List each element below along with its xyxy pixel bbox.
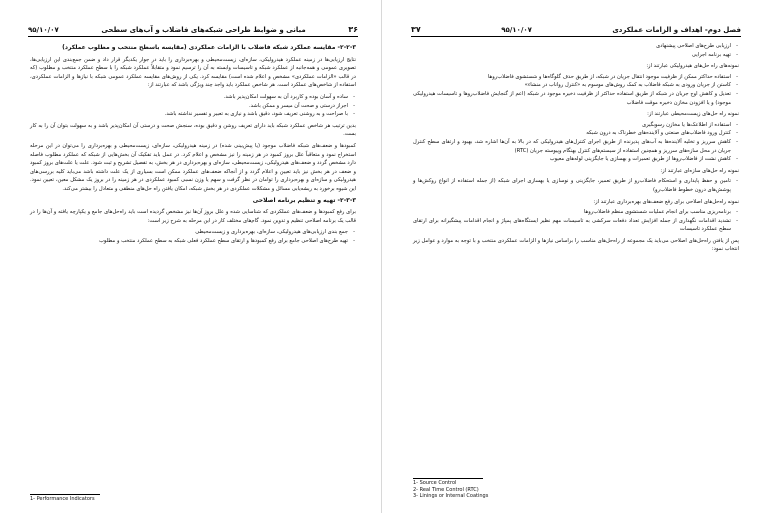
header-title: فصل دوم- اهداف و الزامات عملکردی (612, 26, 741, 34)
footnote: 3- Linings or Internal Coatings (413, 493, 489, 499)
footnote: 1- Source Control (413, 480, 457, 486)
header-date: ۹۵/۱۰/۰۷ (501, 26, 532, 34)
footnote: 1- Performance Indicators (30, 496, 95, 502)
paragraph: پس از یافتن راه‌حل‌های اصلاحی می‌باید یک مجموعه از راه‌حل‌های مناسب را براساس نیازها و الزامات عملکردی منتخب و با توجه به موارد و عوامل زیر انتخاب نمود: (413, 237, 739, 253)
section-title: ۲-۳-۳- تهیه و تنظیم برنامه اصلاحی (252, 196, 356, 204)
steps-list (30, 228, 356, 245)
list-item: - تهیه برنامه اجرایی (413, 51, 731, 60)
page-number: ۳۷ (411, 25, 421, 34)
list-item: - کنترل ورود فاضلاب‌های صنعتی و آلاینده‌های خطرناک به درون شبکه (413, 129, 731, 138)
paragraph: نتایج ارزیابی‌ها در زمینه عملکرد هیدرولیکی، سازه‌ای، زیست‌محیطی و بهره‌برداری را باید در جوار یکدیگر قرار داد و ضمن جمع‌بندی این ارزیابی‌ها، تصویری عمومی و همه‌جانبه از عملکرد شبکه و تاسیسات وابسته به آن را ترسیم نمود و متقابلاً عملکرد شبکه را با سطح عملکرد منتخب و مطلوب (که در قالب «الزامات عملکردی» مشخص و اعلام شده است) مقایسه کرد. یکی از روش‌های مقایسه عملکرد عمومی شبکه با نیازها و الزامات عملکردی، استفاده از شاخص‌های عملکرد است. هر شاخص عملکرد باید واجد چند ویژگی باشد که عبارتند از: (30, 56, 356, 89)
list-item: - تشدید اقدامات نگهداری از جمله افزایش تعداد دفعات سرکشی به تاسیسات مهم نظیر ایستگاه‌های پمپاژ و انجام اقدامات پیشگیرانه برای ارتقای سطح عملکرد تاسیسات (413, 217, 731, 234)
environmental-list (413, 121, 739, 164)
list-item: - تعدیل و کاهش اوج جریان در شبکه از طریق استفاده حداکثر از ظرفیت ذخیره موجود در شبکه (اعم از گنجایش فاضلاب‌روها و تاسیسات هیدرولیکی موجود) و یا افزودن مخازن ذخیره موقت فاضلاب (413, 90, 731, 107)
left-page (6, 6, 376, 506)
criteria-list (30, 93, 356, 119)
paragraph: برای رفع کمبودها و ضعف‌های عملکردی که شناسایی شده و علل بروز آن‌ها نیز مشخص گردیده است باید راه‌حل‌های جامع و یکپارچه یافته و آن‌ها را در قالب یک برنامه اصلاحی تنظیم و تدوین نمود. گام‌های مختلف کار در این مرحله به شرح زیر است: (30, 209, 356, 224)
left-page-body (30, 42, 356, 248)
list-item: - استفاده از اطلاعک‌ها یا مخازن رسوبگیری (413, 121, 731, 130)
list-item: - جمع بندی ارزیابی‌های هیدرولیکی، سازه‌ای، بهره‌برداری و زیست‌محیطی (30, 228, 348, 237)
list-item: - تامین و حفظ پایداری و استحکام فاضلاب‌رو از طریق تعمیر، جایگزینی و نوسازی یا بهسازی اجرای شبکه (از جمله استفاده از انواع روکش‌ها و پوشش‌های درون خطوط فاضلاب‌رو) (413, 177, 731, 194)
page-number: ۳۶ (348, 25, 358, 34)
footnote-rule (413, 478, 483, 479)
paragraph: کمبودها و ضعف‌های شبکه فاضلاب موجود (یا پیش‌بینی شده) در زمینه هیدرولیکی، سازه‌ای، زیست‌محیطی و بهره‌برداری را می‌توان در این مرحله استخراج نمود و متعاقباً علل بروز کمبود در هر زمینه را نیز مشخص و اعلام کرد. در عمل باید تفکیک آن بخش‌هایی از شبکه که عملکرد مطلوب فاصله دارد مشخص گردد و ضعف‌های هیدرولیکی، زیست‌محیطی، سازه‌ای و بهره‌برداری در هر بخش، به تفصیل تشریح و ثبت شود. علت یا علت‌های بروز کمبود و ضعف در هر بخش نیز باید تعیین و اعلام گردد و از آنجاکه ضعف‌های عملکرد ممکن است بسیاری از یک علت داشته باشد می‌باید کلیه بررسی‌های هیدرولیکی و سازه‌ای و بهره‌برداری را توامان در نظر گرفت و سهم یا وزن نسبی کمبود عملکردی در هر زمینه را در بروز یک مشکل معین، تعیین نمود. این شیوه برخورد به ریشه‌یابی مسائل و مشکلات عملکردی در هر بخش شبکه، امکان یافتن راه حل‌های منطقی و متعادل را بیشتر می‌کند. (30, 142, 356, 192)
left-page-header (28, 20, 358, 37)
subheading: نمونه‌های راه حل‌های هیدرولیکی عبارتند از: (646, 63, 739, 70)
header-title: مبانی و ضوابط طراحی شبکه‌های فاضلاب و آب‌های سطحی (101, 26, 306, 34)
operations-list (413, 208, 739, 234)
list-item: - برنامه‌ریزی مناسب برای انجام عملیات شستشوی منظم فاضلاب‌روها (413, 208, 731, 217)
subheading: نمونه راه حل‌های زیست‌محیطی عبارتند از: (647, 111, 739, 118)
list-item: - کاستن از جریان ورودی به شبکه فاضلاب به کمک روش‌های موسوم به «کنترل رواناب در منشاء» (413, 81, 731, 90)
steps-list-continued (413, 42, 739, 59)
list-item: - اجراز درستی و صحت آن میسر و ممکن باشد. (30, 102, 348, 111)
list-item: - ارزیابی طرح‌های اصلاحی پیشنهادی (413, 42, 731, 51)
right-page-header (411, 20, 741, 37)
list-item: - کاهش سرریز و تخلیه آلاینده‌ها به آب‌های پذیرنده از طریق اجرای کنترل‌های هیدرولیکی که در بالا به آن‌ها اشاره شد، بهبود و ارتقای سطح کنترل جریان در محل سازه‌های سرریز و همچنین استفاده از سیستم‌های کنترل بهنگام وپیوسته جریان (RTC) (413, 138, 731, 155)
list-item: - استفاده حداکثر ممکن از ظرفیت موجود انتقال جریان در شبکه، از طریق حذف گلوگاه‌ها و شستشوی فاضلاب‌روها (413, 73, 731, 82)
footnote-rule (30, 494, 100, 495)
footnote: 2- Real Time Control (RTC) (413, 486, 479, 493)
subheading: نمونه راه حل‌های سازه‌ای عبارتند از: (660, 167, 739, 174)
section-title: ۲-۲-۳- مقایسه عملکرد شبکه فاضلاب با الزامات عملکردی (مقایسه باسطح منتخب و مطلوب عملکرد) (62, 44, 356, 51)
right-page-body (413, 42, 739, 257)
list-item: - با صراحت و به روشنی تعریف شود، دقیق باشد و نیازی به تعبیر و تفسیر نداشته باشد. (30, 110, 348, 119)
list-item: - تهیه طرح‌های اصلاحی جامع برای رفع کمبودها و ارتقای سطح عملکرد فعلی شبکه به سطح عملکرد منتخب و مطلوب (30, 237, 348, 246)
paragraph: بدین ترتیب هر شاخص عملکرد شبکه باید دارای تعریف روشن و دقیق بوده، سنجش صحت و درستی آن امکان‌پذیر باشد و به سهولت بتوان آن را به کار بست. (30, 122, 356, 138)
hydraulic-list (413, 73, 739, 107)
page-divider (381, 0, 382, 513)
subheading: نمونه راه‌حل‌های اصلاحی برای رفع ضعف‌های بهره‌برداری عبارتند از: (593, 198, 739, 205)
header-date: ۹۵/۱۰/۰۷ (28, 26, 59, 34)
list-item: - ساده و آسان بوده و کاربرد آن به سهولت امکان‌پذیر باشد. (30, 93, 348, 102)
list-item: - کاهش نشت از فاضلاب‌روها از طریق تعمیرات و بهسازی یا جایگزینی لوله‌های معیوب (413, 155, 731, 164)
structural-list (413, 177, 739, 194)
right-page (389, 6, 759, 506)
